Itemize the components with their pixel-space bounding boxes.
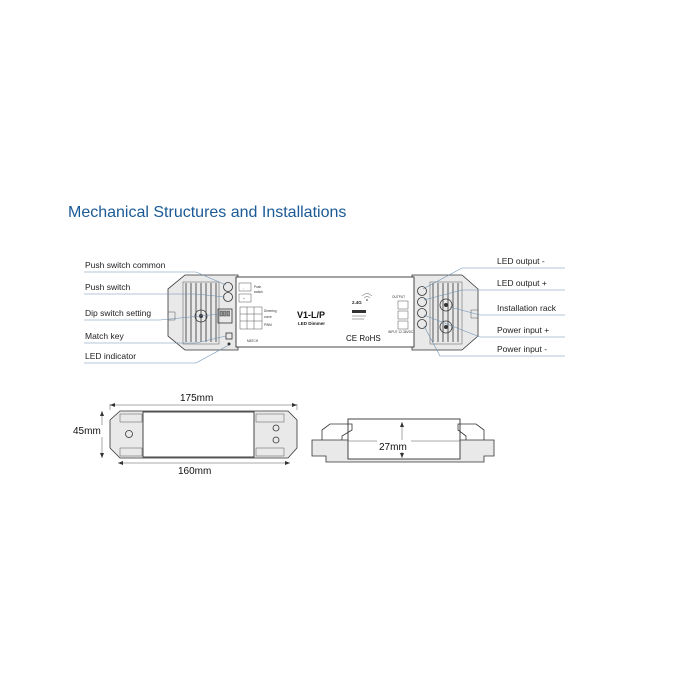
push-plus-label: + — [243, 297, 245, 301]
ce-rohs-mark: CE RoHS — [346, 334, 381, 343]
output-label: OUTPUT — [392, 295, 406, 299]
device-model-label: V1-L/P — [297, 310, 326, 320]
dim-length-body: 160mm — [178, 466, 212, 477]
callout-led-indicator: LED indicator — [85, 351, 137, 361]
callout-led-output-minus: LED output - — [497, 256, 545, 266]
svg-text:Dimming: Dimming — [264, 309, 277, 313]
dim-length-total: 175mm — [180, 393, 214, 404]
svg-text:switch: switch — [254, 290, 263, 294]
side-view-dimensions — [312, 419, 494, 462]
dim-width: 45mm — [73, 426, 101, 437]
callout-installation-rack: Installation rack — [497, 303, 557, 313]
svg-text:PWM: PWM — [264, 323, 272, 327]
svg-text:MATCH: MATCH — [247, 339, 259, 343]
plan-view-dimensions — [72, 391, 297, 477]
svg-text:Push: Push — [254, 285, 262, 289]
rf-spec-mark — [352, 310, 366, 313]
input-label: INPUT 12-36VDC — [388, 330, 414, 334]
callout-dip-switch-setting: Dip switch setting — [85, 308, 152, 318]
callout-match-key: Match key — [85, 331, 124, 341]
callout-led-output-plus: LED output + — [497, 278, 547, 288]
callout-push-switch-common: Push switch common — [85, 260, 166, 270]
svg-text:curve: curve — [264, 315, 272, 319]
page-title: Mechanical Structures and Installations — [68, 204, 347, 221]
band-label: 2.4G — [352, 300, 362, 305]
push-minus-label: - — [243, 286, 245, 290]
device-subtitle-label: LED Dimmer — [298, 321, 326, 326]
callout-power-input-minus: Power input - — [497, 344, 548, 354]
dim-height: 27mm — [379, 442, 407, 453]
callout-power-input-plus: Power input + — [497, 325, 550, 335]
callout-push-switch: Push switch — [85, 282, 131, 292]
